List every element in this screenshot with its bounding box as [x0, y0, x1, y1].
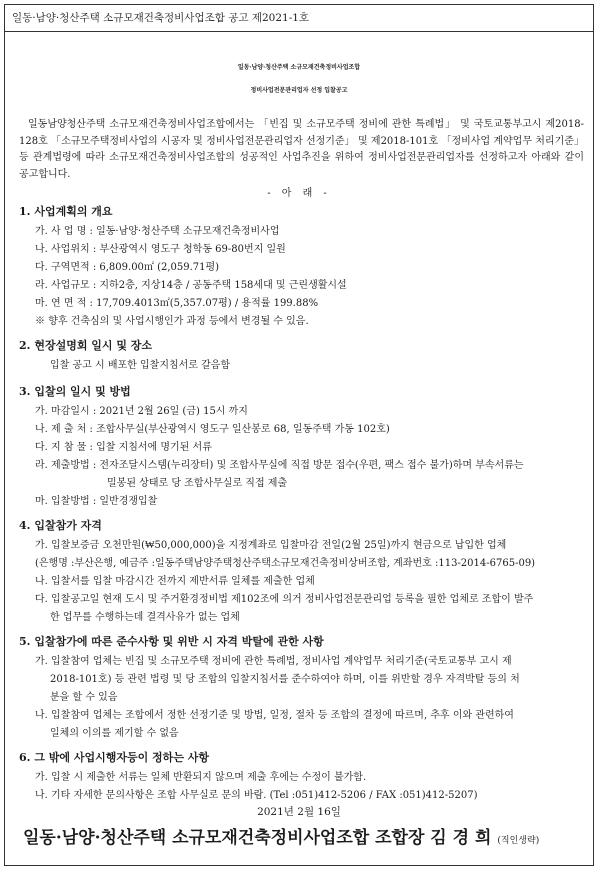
- section-5-line-cont: 일체의 이의를 제기할 수 없음: [50, 728, 179, 739]
- section-4-line-cont: 한 업무를 수행하는데 결격사유가 없는 업체: [50, 612, 240, 623]
- section-6-heading: 6. 그 밖에 사업시행자등이 정하는 사항: [19, 751, 210, 764]
- section-5-line-cont: 2018-101호) 등 관련 법령 및 당 조합의 입찰지침서를 준수하여야 하며, 이를 위반할 경우 자격박탈 등의 처: [50, 674, 520, 685]
- section-1-line: 가. 사 업 명 : 일동·남양·청산주택 소규모재건축정비사업: [35, 226, 280, 237]
- intro-paragraph: 일동남양청산주택 소규모재건축정비사업조합에서는 「빈집 및 소규모주택 정비에 관한 특례법」 및 국토교통부고시 제2018-128호 「소규모주택정비사업의 시공자 및 정비사업전문관리업자 선정기준」 및 제2018-101호 「정비사업 계약업무 처리기준」 등 관계법령에 따라 소규모재건축정비사업조합의 성공적인 사업추진을 위하여 정비사업전문관리업자를 선정하고자 아래와 같이 공고합니다.: [19, 119, 584, 180]
- section-3-line-cont: 밀봉된 상태로 당 조합사무실로 직접 제출: [107, 478, 288, 489]
- section-6-line: 나. 기타 자세한 문의사항은 조합 사무실로 문의 바람. (Tel :051)412-5206 / FAX :051)412-5207): [35, 790, 478, 801]
- notice-number: 일동·남양·청산주택 소규모재건축정비사업조합 공고 제2021-1호: [12, 12, 310, 24]
- section-5-line: 가. 입찰참여 업체는 빈집 및 소규모주택 정비에 관한 특례법, 정비사업 계약업무 처리기준(국토교통부 고시 제: [35, 656, 512, 667]
- title-line-1: 일동·남양·청산주택 소규모재건축정비사업조합: [237, 64, 361, 71]
- section-5-line: 나. 입찰참여 업체는 조합에서 정한 선정기준 및 방법, 일정, 절차 등 조합의 결정에 따르며, 추후 이와 관련하여: [35, 710, 514, 721]
- header-divider: [5, 31, 593, 32]
- seal-omitted-note: (직인생략): [497, 836, 540, 846]
- section-3-line: 다. 지 참 물 : 입찰 지침서에 명기된 서류: [35, 442, 212, 453]
- section-1-heading: 1. 사업계획의 개요: [19, 205, 113, 218]
- section-4-line: 다. 입찰공고일 현재 도시 및 주거환경정비법 제102조에 의거 정비사업전문관리업 등록을 필한 업체로 조합이 발주: [35, 594, 534, 605]
- notice-page: [4, 4, 594, 866]
- section-3-line: 가. 마감일시 : 2021년 2월 26일 (금) 15시 까지: [35, 406, 248, 417]
- section-1-line: 마. 연 면 적 : 17,709.4013㎡(5,357.07평) / 용적률 199.88%: [35, 298, 319, 309]
- section-4-line: 나. 입찰서를 입찰 마감시간 전까지 제반서류 일체를 제출한 업체: [35, 576, 315, 587]
- section-1-note: ※ 향후 건축심의 및 사업시행인가 과정 등에서 변경될 수 있음.: [35, 316, 309, 327]
- section-1-line: 라. 사업규모 : 지하2층, 지상14층 / 공동주택 158세대 및 근린생활시설: [35, 280, 347, 291]
- section-1-line: 다. 구역면적 : 6,809.00㎡ (2,059.71평): [35, 262, 220, 273]
- section-3-line: 나. 제 출 처 : 조합사무실(부산광역시 영도구 일산봉로 68, 일동주택 가동 102호): [35, 424, 390, 435]
- section-3-line: 마. 입찰방법 : 일반경쟁입찰: [35, 496, 158, 507]
- section-6-line: 가. 입찰 시 제출한 서류는 일체 반환되지 않으며 제출 후에는 수정이 불가함.: [35, 772, 367, 783]
- section-4-line: (은행명 :부산은행, 예금주 :일동주택남양주택청산주택소규모재건축정비상버조합, 계좌번호 :113-2014-6765-09): [35, 558, 536, 569]
- section-5-heading: 5. 입찰참가에 따른 준수사항 및 위반 시 자격 박탈에 관한 사항: [19, 635, 324, 648]
- section-1-line: 나. 사업위치 : 부산광역시 영도구 청학동 69-80번지 일원: [35, 244, 286, 255]
- section-4-heading: 4. 입찰참가 자격: [19, 519, 102, 532]
- section-3-heading: 3. 입찰의 일시 및 방법: [19, 385, 131, 398]
- notice-date: 2021년 2월 16일: [257, 806, 341, 818]
- signature-text: 일동·남양·청산주택 소규모재건축정비사업조합 조합장 김 경 희: [23, 828, 492, 848]
- section-3-line: 라. 제출방법 : 전자조달시스템(누리장터) 및 조합사무실에 직접 방문 접수(우편, 팩스 접수 불가)하며 부속서류는: [35, 460, 524, 471]
- section-2-line: 입찰 공고 시 배포한 입찰지침서로 갈음함: [50, 360, 231, 371]
- section-4-line: 가. 입찰보증금 오천만원(₩50,000,000)을 지정계좌로 입찰마감 전일(2월 25일)까지 현금으로 납입한 업체: [35, 540, 507, 551]
- signature-line: [23, 823, 539, 848]
- below-marker: - 아 래 -: [267, 188, 331, 199]
- section-5-line-cont: 분을 할 수 있음: [50, 692, 118, 703]
- title-line-2: 정비사업전문관리업자 선정 입찰공고: [250, 87, 348, 94]
- section-2-heading: 2. 현장설명회 일시 및 장소: [19, 339, 153, 352]
